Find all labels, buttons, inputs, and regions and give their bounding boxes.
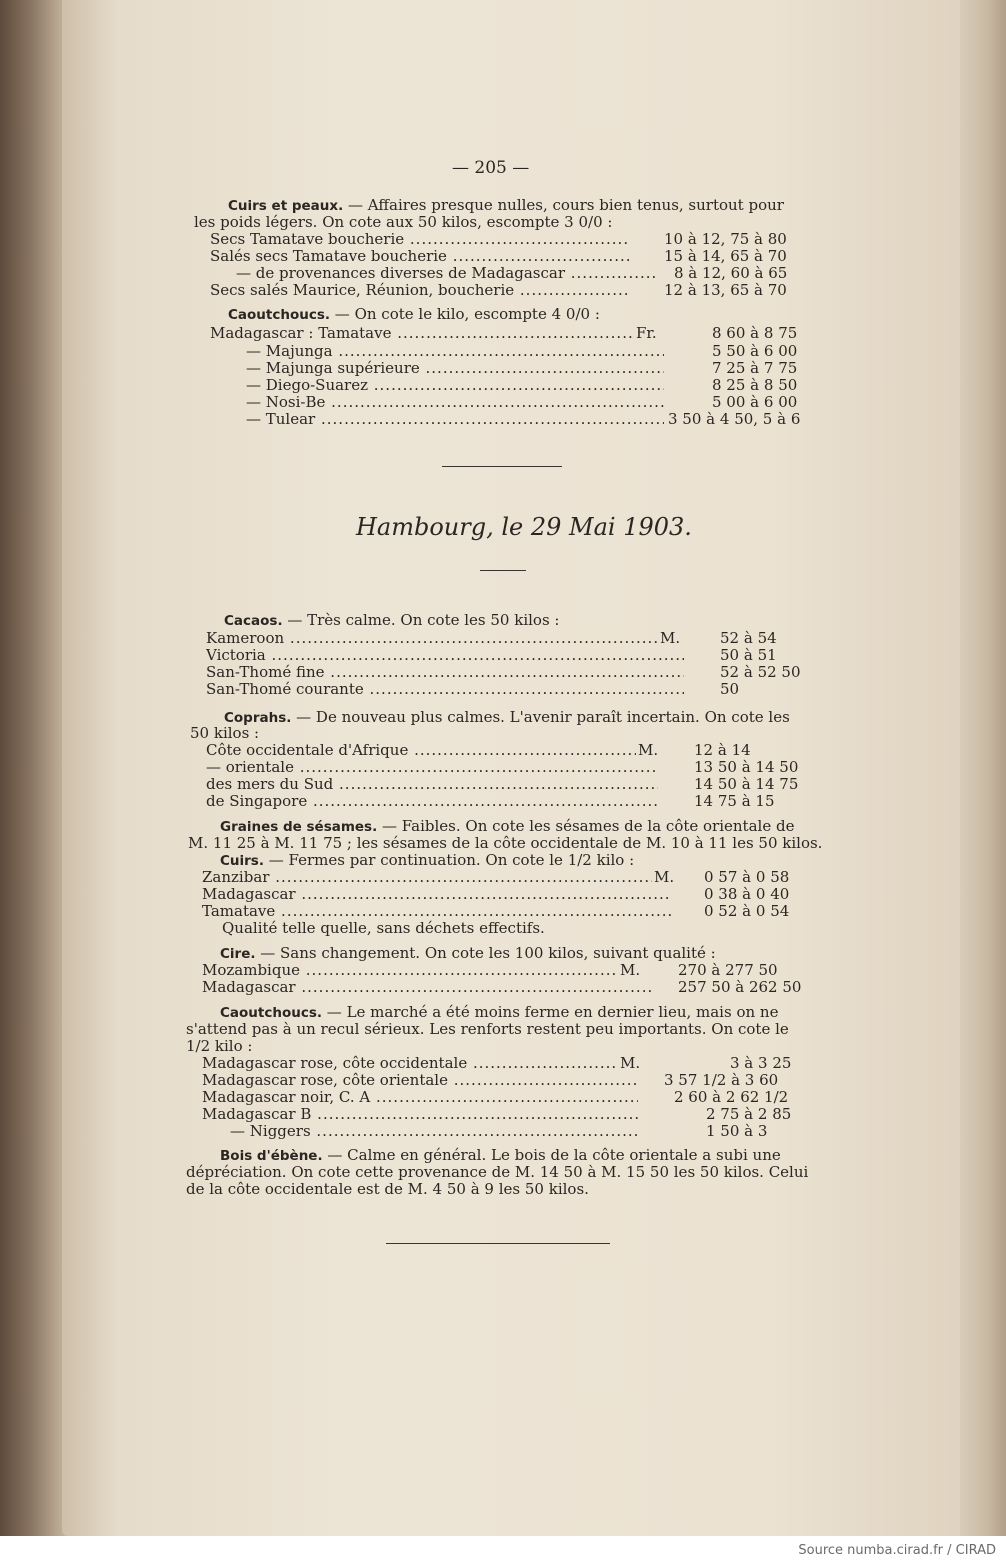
- caout2-row-value: 1 50 à 3: [706, 1122, 768, 1140]
- closing-divider: [386, 1243, 610, 1244]
- coprahs-row-value: 12 à 14: [694, 741, 751, 759]
- book-binding-edge: [0, 0, 70, 1540]
- caout1-intro-text: — On cote le kilo, escompte 4 0/0 :: [330, 305, 600, 323]
- coprahs-row-label: de Singapore .....: [206, 792, 658, 810]
- caout1-row-label: — Diego-Suarez .....: [246, 376, 664, 394]
- cacaos-row-value: 50 à 51: [720, 646, 777, 664]
- caout2-line3: 1/2 kilo :: [186, 1037, 253, 1055]
- coprahs-intro-line2: 50 kilos :: [190, 724, 260, 742]
- ebene-line1: [220, 1146, 781, 1164]
- cuirs2-intro-text: — Fermes par continuation. On cote le 1/2 kilo :: [263, 851, 635, 869]
- cacaos-intro-text: — Très calme. On cote les 50 kilos :: [282, 611, 560, 629]
- ebene-line3: de la côte occidentale est de M. 4 50 à 9 les 50 kilos.: [186, 1180, 589, 1198]
- caout1-row-value: 5 00 à 6 00: [712, 393, 798, 411]
- cuirs-intro-line2: les poids légers. On cote aux 50 kilos, escompte 3 0/0 :: [194, 213, 613, 231]
- cuirs-row-label: Secs salés Maurice, Réunion, boucherie .....: [210, 281, 630, 299]
- cuirs2-row-value: 0 57 à 0 58: [704, 868, 790, 886]
- caout1-row-label: — Tulear .....: [246, 410, 664, 428]
- cuirs-row-label: Salés secs Tamatave boucherie .....: [210, 247, 630, 265]
- ebene-line2: dépréciation. On cote cette provenance de M. 14 50 à M. 15 50 les 50 kilos. Celui: [186, 1163, 809, 1181]
- cire-title: Cire.: [220, 946, 256, 962]
- caout2-row-label: — Niggers .....: [230, 1122, 638, 1140]
- cire-row-value: 270 à 277 50: [678, 961, 778, 979]
- coprahs-row-label: des mers du Sud .....: [206, 775, 658, 793]
- cuirs2-title: Cuirs.: [220, 853, 264, 869]
- caout1-row-value: 7 25 à 7 75: [712, 359, 798, 377]
- cuirs-row-value: 8 à 12, 60 à 65: [674, 264, 788, 282]
- sesames-line2: M. 11 25 à M. 11 75 ; les sésames de la côte occidentale de M. 10 à 11 les 50 kilos.: [188, 834, 823, 852]
- cuirs-title: Cuirs et peaux.: [228, 198, 344, 214]
- section-divider: [442, 466, 562, 467]
- ebene-title: Bois d'ébène.: [220, 1148, 323, 1164]
- coprahs-row-value: 14 50 à 14 75: [694, 775, 799, 793]
- heading-underline: [480, 570, 526, 571]
- section-heading: Hambourg, le 29 Mai 1903.: [356, 513, 692, 541]
- caout2-row-unit: M.: [620, 1054, 641, 1072]
- caout1-row-value: 8 60 à 8 75: [712, 324, 798, 342]
- coprahs-row-unit: M.: [638, 741, 659, 759]
- cuirs-row-value: 10 à 12, 75 à 80: [664, 230, 787, 248]
- cire-intro: [220, 944, 716, 962]
- cuirs2-row-label: Zanzibar .....: [202, 868, 652, 886]
- cuirs2-row-unit: M.: [654, 868, 675, 886]
- cire-row-label: Mozambique .....: [202, 961, 618, 979]
- caout2-row-value: 3 à 3 25: [730, 1054, 792, 1072]
- cuirs-row-value: 15 à 14, 65 à 70: [664, 247, 787, 265]
- cacaos-intro: [224, 611, 559, 629]
- cire-row-value: 257 50 à 262 50: [678, 978, 802, 996]
- page-number: — 205 —: [452, 158, 530, 178]
- cacaos-title: Cacaos.: [224, 613, 283, 629]
- cuirs2-note: Qualité telle quelle, sans déchets effectifs.: [222, 919, 545, 937]
- coprahs-intro-text: — De nouveau plus calmes. L'avenir paraît incertain. On cote les: [291, 708, 790, 726]
- caout2-row-value: 2 60 à 2 62 1/2: [674, 1088, 789, 1106]
- cire-intro-text: — Sans changement. On cote les 100 kilos, suivant qualité :: [255, 944, 716, 962]
- coprahs-intro-line1: [224, 708, 790, 726]
- cacaos-row-value: 50: [720, 680, 740, 698]
- coprahs-row-label: — orientale .....: [206, 758, 658, 776]
- cuirs-row-label: — de provenances diverses de Madagascar .....: [236, 264, 656, 282]
- caout2-line1: [220, 1003, 778, 1021]
- coprahs-row-value: 13 50 à 14 50: [694, 758, 799, 776]
- caout2-row-value: 3 57 1/2 à 3 60: [664, 1071, 779, 1089]
- caout2-line2: s'attend pas à un recul sérieux. Les renforts restent peu importants. On cote le: [186, 1020, 789, 1038]
- cacaos-row-label: Kameroon .....: [206, 629, 658, 647]
- cuirs2-row-label: Madagascar .....: [202, 885, 672, 903]
- cire-row-label: Madagascar .....: [202, 978, 652, 996]
- caout1-intro: [228, 305, 600, 323]
- caout2-text: — Le marché a été moins ferme en dernier lieu, mais on ne: [322, 1003, 779, 1021]
- caout1-title: Caoutchoucs.: [228, 307, 331, 323]
- caout2-row-label: Madagascar rose, côte orientale .....: [202, 1071, 638, 1089]
- cuirs2-row-value: 0 38 à 0 40: [704, 885, 790, 903]
- caout2-row-label: Madagascar rose, côte occidentale .....: [202, 1054, 618, 1072]
- cuirs2-row-value: 0 52 à 0 54: [704, 902, 790, 920]
- cacaos-row-label: San-Thomé fine .....: [206, 663, 684, 681]
- caout2-row-label: Madagascar B .....: [202, 1105, 638, 1123]
- cacaos-row-unit: M.: [660, 629, 681, 647]
- caout1-row-label: Madagascar : Tamatave .....: [210, 324, 634, 342]
- caout1-row-label: — Majunga supérieure .....: [246, 359, 664, 377]
- caout1-row-label: — Nosi-Be .....: [246, 393, 664, 411]
- cacaos-row-label: Victoria .....: [206, 646, 684, 664]
- caout1-row-unit: Fr.: [636, 324, 657, 342]
- sesames-text: — Faibles. On cote les sésames de la côte orientale de: [377, 817, 795, 835]
- page-right-edge: [960, 0, 1006, 1536]
- cuirs-intro-line1: [228, 196, 784, 214]
- source-credit: Source numba.cirad.fr / CIRAD: [798, 1543, 996, 1558]
- cacaos-row-value: 52 à 54: [720, 629, 777, 647]
- cuirs-intro-text: — Affaires presque nulles, cours bien tenus, surtout pour: [343, 196, 784, 214]
- caout2-row-label: Madagascar noir, C. A .....: [202, 1088, 638, 1106]
- cuirs-row-value: 12 à 13, 65 à 70: [664, 281, 787, 299]
- coprahs-row-value: 14 75 à 15: [694, 792, 775, 810]
- caout1-row-value: 8 25 à 8 50: [712, 376, 798, 394]
- coprahs-title: Coprahs.: [224, 710, 292, 726]
- coprahs-row-label: Côte occidentale d'Afrique .....: [206, 741, 636, 759]
- caout1-row-value: 3 50 à 4 50, 5 à 6: [668, 410, 801, 428]
- cuirs-row-label: Secs Tamatave boucherie .....: [210, 230, 630, 248]
- cuirs2-row-label: Tamatave .....: [202, 902, 672, 920]
- caout1-row-label: — Majunga .....: [246, 342, 664, 360]
- caout1-row-value: 5 50 à 6 00: [712, 342, 798, 360]
- caout2-row-value: 2 75 à 2 85: [706, 1105, 792, 1123]
- cacaos-row-value: 52 à 52 50: [720, 663, 801, 681]
- cuirs2-intro: [220, 851, 634, 869]
- caout2-title: Caoutchoucs.: [220, 1005, 323, 1021]
- sesames-title: Graines de sésames.: [220, 819, 378, 835]
- ebene-text: — Calme en général. Le bois de la côte orientale a subi une: [322, 1146, 781, 1164]
- cacaos-row-label: San-Thomé courante .....: [206, 680, 684, 698]
- cire-row-unit: M.: [620, 961, 641, 979]
- sesames-line1: [220, 817, 794, 835]
